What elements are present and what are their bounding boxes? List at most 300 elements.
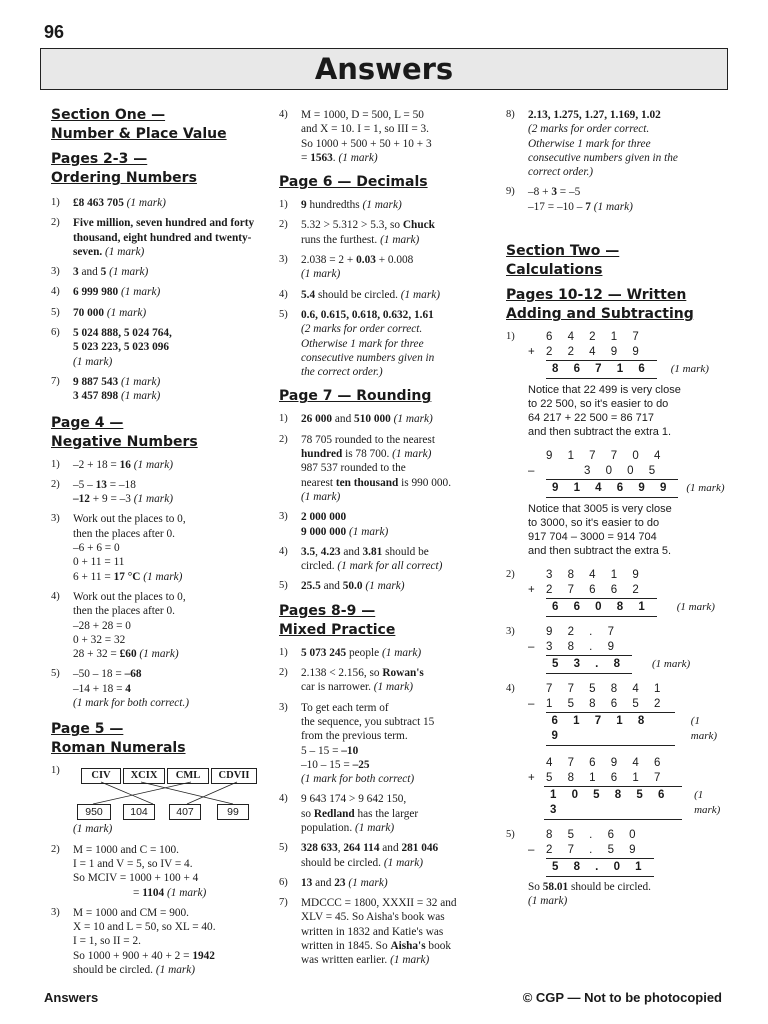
sum-row: 2 7 . 5 9 <box>546 844 642 857</box>
roman-matching-diagram <box>73 766 263 822</box>
answer-value: 1563 <box>310 151 333 164</box>
method-note <box>528 502 728 558</box>
note-line: and then subtract the extra 1. <box>528 426 672 439</box>
answer-item <box>506 568 728 617</box>
note-line: to 22 500, so it's easier to do <box>528 398 669 411</box>
mark-note: (1 mark for both correct.) <box>73 697 189 710</box>
answer-number: 3) <box>51 906 60 918</box>
answer-value: 5.4 <box>301 288 316 301</box>
answer-item <box>51 512 263 583</box>
answer-text: –14 + 18 = <box>73 682 126 695</box>
answer-text: and <box>320 580 343 593</box>
answer-text: + 9 = –3 <box>89 493 131 506</box>
answer-value: 6 999 980 <box>73 286 119 299</box>
answer-value: hundred <box>301 448 343 461</box>
page-title: Answers <box>314 52 454 86</box>
answer-item <box>279 288 491 302</box>
answer-value: –12 <box>73 493 90 506</box>
answer-item <box>51 375 263 404</box>
answer-number: 1) <box>279 646 288 658</box>
answer-text: 5.32 > 5.312 > 5.3, so <box>301 219 403 232</box>
mark-note: consecutive numbers given in the <box>528 151 678 164</box>
page-heading: Page 5 — <box>51 721 124 738</box>
mark-note: (1 mark) <box>133 458 173 471</box>
number-box: 950 <box>77 804 111 820</box>
mark-note: (1 mark) <box>167 886 207 899</box>
answer-value: 510 000 <box>354 413 391 426</box>
answer-item <box>51 843 263 900</box>
note-line: 917 704 – 3000 = 914 704 <box>528 531 657 544</box>
answer-text: XLV = 45. So Aisha's book was <box>301 911 445 924</box>
mark-note: (1 mark) <box>393 413 433 426</box>
answer-item <box>506 682 728 820</box>
answer-value: 17 °C <box>113 570 141 583</box>
answer-text: To get each term of <box>301 701 389 714</box>
answer-value: ten thousand <box>335 476 399 489</box>
answer-item <box>51 590 263 661</box>
answer-value: 264 114 <box>343 842 380 855</box>
answer-item <box>51 667 263 710</box>
answer-value: £60 <box>119 648 137 661</box>
sum-row: 7 7 5 8 4 1 <box>546 683 667 696</box>
page-heading: Ordering Numbers <box>51 170 197 186</box>
answer-text: 2.138 < 2.156, so <box>301 667 383 680</box>
answer-value: 25.5 <box>301 580 321 593</box>
answer-item <box>51 458 263 472</box>
answer-text: then the places after 0. <box>73 527 175 540</box>
answer-value: 4.23 <box>320 545 341 558</box>
answer-number: 3) <box>506 626 515 638</box>
answer-text: and <box>78 266 101 279</box>
answer-text: I = 1 and V = 5, so IV = 4. <box>73 857 193 870</box>
sum-row: 4 7 6 9 4 6 <box>546 757 667 770</box>
sum-row: 1 5 8 6 5 2 <box>546 698 667 711</box>
answer-value: 70 000 <box>73 306 105 319</box>
answer-text: = <box>301 151 311 164</box>
answer-value: 50.0 <box>342 580 363 593</box>
note-line: Notice that 3005 is very close <box>528 503 672 516</box>
answer-item <box>506 185 728 214</box>
answer-number: 1) <box>51 197 60 208</box>
answer-value: 16 <box>119 458 131 471</box>
answer-text: 9 643 174 > 9 642 150, <box>301 793 407 806</box>
answer-item <box>51 478 263 507</box>
answer-text: was written earlier. <box>301 954 388 967</box>
answer-text: So <box>528 881 543 894</box>
answer-value: Redland <box>313 807 355 820</box>
roman-box: CML <box>167 768 209 784</box>
answer-text: Work out the places to 0, <box>73 590 186 603</box>
mark-note: correct order.) <box>528 166 594 179</box>
answer-number: 4) <box>279 288 288 300</box>
page-number: 96 <box>44 22 65 42</box>
answer-value: 328 633 <box>301 842 338 855</box>
mark-note: the correct order.) <box>301 366 383 379</box>
answer-text: = –5 <box>556 186 581 199</box>
answer-number: 4) <box>51 286 60 298</box>
mark-note: (1 mark) <box>121 375 161 388</box>
answer-text: MDCCC = 1800, XXXII = 32 and <box>301 897 457 910</box>
answer-text: –17 = –10 – <box>528 200 586 213</box>
answer-text: car is narrower. <box>301 681 371 694</box>
page-heading: Page 4 — <box>51 414 124 431</box>
answer-item <box>279 579 491 593</box>
mark-note: (1 mark) <box>686 482 725 495</box>
answer-text: should be circled. <box>73 963 153 976</box>
copyright-notice: © CGP — Not to be photocopied <box>522 990 722 1005</box>
answer-item <box>279 218 491 247</box>
answer-number: 2) <box>51 217 60 229</box>
answer-text: So 1000 + 500 + 50 + 10 + 3 <box>301 137 432 150</box>
answer-text: circled. <box>301 560 335 573</box>
answer-value: 5 <box>100 266 107 279</box>
mark-note: (1 mark) <box>121 390 161 403</box>
answer-text: 78 705 rounded to the nearest <box>301 433 435 446</box>
answer-value: 5 024 888, 5 024 764, <box>73 327 172 340</box>
answer-number: 1) <box>51 458 60 470</box>
mark-note: (1 mark) <box>392 448 432 461</box>
answer-text: –28 + 28 = 0 <box>73 619 131 632</box>
mark-note: (1 mark) <box>380 233 420 246</box>
answer-number: 4) <box>51 590 60 602</box>
sum-row: 3 8 . 9 <box>546 641 620 654</box>
answer-item <box>279 841 491 870</box>
answer-value: 13 <box>95 478 107 491</box>
mark-note: (1 mark) <box>690 715 718 743</box>
page-heading: Pages 8-9 — <box>279 602 376 619</box>
answer-item <box>51 906 263 977</box>
page-heading: Page 6 — Decimals <box>279 174 428 191</box>
minus-sign: – <box>528 698 535 711</box>
page-heading: Adding and Subtracting <box>506 306 694 323</box>
answer-value: 9 887 543 <box>73 375 119 388</box>
mark-note: Otherwise 1 mark for three <box>301 337 424 350</box>
column-sum <box>528 330 728 379</box>
answer-item <box>506 625 728 674</box>
mark-note: (1 mark) <box>593 200 633 213</box>
answer-text: has the larger <box>354 807 419 820</box>
answer-text: so <box>301 807 314 820</box>
mark-note: (1 mark) <box>383 856 424 869</box>
answer-text: should be <box>382 545 429 558</box>
answer-text: and <box>332 413 355 426</box>
answer-text: is 78 700. <box>342 448 390 461</box>
answer-value: –68 <box>124 668 142 681</box>
answer-item <box>279 433 491 504</box>
answer-text: 28 + 32 = <box>73 648 120 661</box>
answer-value: 5 073 245 <box>301 646 347 659</box>
answer-text: –5 – <box>73 478 96 491</box>
answer-item <box>279 253 491 282</box>
mark-note: (1 mark) <box>133 493 173 506</box>
page-heading: Roman Numerals <box>51 740 186 757</box>
answer-number: 5) <box>279 308 288 320</box>
mark-note: (1 mark) <box>354 821 395 834</box>
answer-value: Rowan's <box>382 667 424 680</box>
mark-note: consecutive numbers given in <box>301 351 435 364</box>
answer-text: and <box>340 545 363 558</box>
plus-sign: + <box>528 772 535 785</box>
answer-text: population. <box>301 821 353 834</box>
sum-row: 2 7 6 6 2 <box>546 584 645 597</box>
answer-value: 3 457 898 <box>73 390 119 403</box>
answer-value: 1104 <box>142 886 165 899</box>
answer-item <box>279 896 491 967</box>
answer-text: nearest <box>301 476 336 489</box>
answer-text: written in 1832 and Katie's was <box>301 925 444 938</box>
answer-text: book <box>425 940 452 953</box>
answer-text: , <box>315 545 321 558</box>
answer-text: and X = 10. I = 1, so III = 3. <box>301 123 429 136</box>
footer-label: Answers <box>44 990 99 1005</box>
answer-item <box>279 646 491 660</box>
answer-value: 9 <box>301 199 307 212</box>
roman-box: CIV <box>81 768 121 784</box>
answer-value: 3.5 <box>301 545 316 558</box>
answer-value: 1942 <box>192 949 215 962</box>
mark-note: (1 mark) <box>373 681 413 694</box>
sum-answer: 9 1 4 6 9 9 <box>546 479 678 498</box>
answer-item <box>51 216 263 259</box>
section-heading: Number & Place Value <box>51 126 227 142</box>
answer-item <box>279 701 491 787</box>
answer-text: So 1000 + 900 + 40 + 2 = <box>73 949 193 962</box>
answer-number: 1) <box>51 765 60 777</box>
mark-note: (1 mark) <box>381 646 422 659</box>
section-heading: Calculations <box>506 262 603 279</box>
answer-value: –25 <box>352 758 370 771</box>
note-line: Notice that 22 499 is very close <box>528 384 681 397</box>
answer-text: M = 1000 and C = 100. <box>73 843 179 856</box>
answer-value: 58.01 <box>542 881 569 894</box>
page-heading: Pages 10-12 — Written <box>506 287 687 304</box>
answer-number: 3) <box>51 266 60 278</box>
mark-note: (2 marks for order correct. <box>301 323 423 336</box>
section-heading: Section Two — <box>506 243 620 260</box>
answer-item <box>506 449 728 558</box>
answer-item <box>506 108 728 179</box>
answer-text: people <box>346 646 380 659</box>
answer-number: 2) <box>279 667 288 679</box>
answer-text: –50 – 18 = <box>73 668 125 681</box>
answer-value: 2 000 000 <box>301 511 347 524</box>
answer-number: 8) <box>506 109 515 120</box>
answer-text: should be circled. <box>301 856 381 869</box>
answer-item <box>279 198 491 212</box>
roman-box: CDVII <box>211 768 257 784</box>
answer-item <box>279 876 491 890</box>
mark-note: (1 mark) <box>362 199 402 212</box>
answer-number: 2) <box>506 569 515 581</box>
section-heading: Section One — <box>51 107 166 123</box>
answer-number: 5) <box>506 829 515 841</box>
answer-value: –10 <box>341 744 359 757</box>
mark-note: (1 mark) <box>694 789 721 817</box>
answer-item <box>51 306 263 320</box>
answer-text: , <box>337 842 344 855</box>
answer-text: and <box>312 876 335 889</box>
answer-number: 2) <box>279 433 288 445</box>
sum-row: 5 8 1 6 1 7 <box>546 772 667 785</box>
answer-text: . <box>332 151 336 164</box>
mark-note: (1 mark) <box>155 963 196 976</box>
answer-number: 6) <box>51 327 60 339</box>
mark-note: (1 mark) <box>651 658 691 671</box>
number-box: 99 <box>217 804 249 820</box>
answer-text: should be circled. <box>568 881 652 894</box>
answer-value: 9 000 000 <box>301 525 347 538</box>
answer-text: + 0.008 <box>375 254 414 267</box>
answer-number: 5) <box>279 842 288 854</box>
mark-note: (1 mark) <box>528 895 568 908</box>
answer-value: Five million, seven hundred and forty thousand, eight hundred and twenty-seven. <box>73 217 255 258</box>
mark-note: (1 mark) <box>301 490 341 503</box>
mark-note: (1 mark for all correct) <box>337 560 443 573</box>
mark-note: (1 mark) <box>126 197 166 209</box>
column-sum <box>528 625 728 674</box>
answer-item <box>279 545 491 574</box>
note-line: 64 217 + 22 500 = 86 717 <box>528 412 655 425</box>
mark-note: (1 mark) <box>390 954 430 967</box>
answer-text: written in 1845. So <box>301 940 391 953</box>
number-box: 407 <box>169 804 201 820</box>
answer-number: 7) <box>51 375 60 387</box>
answer-item <box>51 285 263 299</box>
sum-answer: 8 6 7 1 6 <box>546 360 657 379</box>
answer-text: –10 – 15 = <box>301 758 353 771</box>
answer-number: 3) <box>279 701 288 713</box>
note-line: and then subtract the extra 5. <box>528 545 672 558</box>
answer-text: So MCIV = 1000 + 100 + 4 <box>73 872 199 885</box>
mark-note: (1 mark) <box>106 306 147 319</box>
column-sum <box>528 568 728 617</box>
answer-number: 2) <box>279 219 288 231</box>
answer-text: from the previous term. <box>301 730 408 743</box>
answer-text: 0 + 11 = 11 <box>73 556 125 569</box>
column-sum <box>528 828 728 877</box>
answer-text: Work out the places to 0, <box>73 513 186 526</box>
answer-text: runs the furthest. <box>301 233 378 246</box>
sum-answer: 6 6 0 8 1 <box>546 598 657 617</box>
answer-value: 26 000 <box>301 413 333 426</box>
title-banner <box>40 48 728 90</box>
number-box: 104 <box>123 804 155 820</box>
plus-sign: + <box>528 584 535 597</box>
answer-text: 2.038 = 2 + <box>301 254 357 267</box>
sum-answer: 6 1 7 1 8 9 <box>546 712 675 746</box>
answer-number: 1) <box>279 413 288 425</box>
mark-note: (1 mark for both correct) <box>301 773 415 786</box>
sum-row: 9 1 7 7 0 4 <box>546 450 667 463</box>
answer-number: 2) <box>51 843 60 855</box>
roman-box: XCIX <box>123 768 165 784</box>
answer-text: then the places after 0. <box>73 605 175 618</box>
mark-note: (1 mark) <box>676 601 715 614</box>
sum-answer: 1 0 5 8 5 6 3 <box>544 786 682 820</box>
mark-note: (1 mark) <box>121 286 161 299</box>
mark-note: (1 mark) <box>338 151 378 164</box>
answer-number: 2) <box>51 478 60 490</box>
answer-value: 13 <box>301 876 313 889</box>
answer-text: M = 1000 and CM = 900. <box>73 906 189 919</box>
answer-number: 6) <box>279 876 288 888</box>
answer-text: the sequence, you subtract 15 <box>301 715 435 728</box>
answer-number: 3) <box>279 511 288 523</box>
answer-item <box>279 412 491 426</box>
answer-value: 3 <box>551 186 557 199</box>
method-note <box>528 383 728 439</box>
answer-text: = <box>133 886 143 899</box>
mark-note: (1 mark) <box>109 266 149 279</box>
answer-number: 4) <box>279 793 288 805</box>
answer-number: 5) <box>51 668 60 680</box>
mark-note: (1 mark) <box>143 570 183 583</box>
mark-note: (1 mark) <box>301 268 341 281</box>
column-2 <box>279 106 491 968</box>
answer-item <box>51 764 263 836</box>
answer-value: 2.13, 1.275, 1.27, 1.169, 1.02 <box>528 109 661 121</box>
answer-number: 4) <box>506 683 515 695</box>
answer-number: 5) <box>51 306 60 318</box>
answer-number: 3) <box>51 513 60 525</box>
answer-number: 4) <box>279 109 288 120</box>
answer-text: –8 + <box>528 186 552 199</box>
answer-value: Aisha's <box>390 940 426 953</box>
answer-number: 3) <box>279 254 288 266</box>
answer-item <box>506 828 728 909</box>
sum-row: 6 4 2 1 7 <box>546 331 645 344</box>
answer-text: should be circled. <box>315 288 398 301</box>
mark-note: (1 mark) <box>349 525 389 538</box>
answer-item <box>279 108 491 165</box>
answer-text: 6 + 11 = <box>73 570 114 583</box>
mark-note: (1 mark) <box>73 823 113 836</box>
sum-answer: 5 3 . 8 <box>546 655 632 674</box>
answer-item <box>279 308 491 379</box>
mark-note: (2 marks for order correct. <box>528 123 650 136</box>
answer-number: 5) <box>279 580 288 592</box>
answer-text: = –18 <box>106 478 136 491</box>
minus-sign: – <box>528 641 535 654</box>
answer-item <box>506 330 728 439</box>
answer-item <box>51 265 263 279</box>
answer-text: –6 + 6 = 0 <box>73 542 120 555</box>
sum-row: 9 2 . 7 <box>546 626 620 639</box>
column-1 <box>51 106 263 977</box>
answer-text: –2 + 18 = <box>73 458 120 471</box>
answer-item <box>51 326 263 369</box>
plus-sign: + <box>528 346 535 359</box>
mark-note: (1 mark) <box>139 648 179 661</box>
answer-value: 0.6, 0.615, 0.618, 0.632, 1.61 <box>301 308 434 321</box>
answer-value: 281 046 <box>401 842 439 855</box>
sum-row: 3 0 0 5 <box>584 465 662 478</box>
page-heading: Mixed Practice <box>279 621 396 638</box>
column-sum <box>528 682 728 746</box>
answer-number: 1) <box>279 199 288 211</box>
sum-answer: 5 8 . 0 1 <box>546 858 654 877</box>
mark-note: (1 mark) <box>73 355 113 368</box>
mark-note: (1 mark) <box>670 363 709 376</box>
answer-value: 0.03 <box>356 254 376 267</box>
page-heading: Negative Numbers <box>51 433 198 450</box>
note-line: to 3000, so it's easier to do <box>528 517 660 530</box>
answer-text: 0 + 32 = 32 <box>73 633 126 646</box>
answer-text: M = 1000, D = 500, L = 50 <box>301 109 424 121</box>
answer-value: 23 <box>334 876 346 889</box>
answer-item <box>279 666 491 695</box>
sum-row: 3 8 4 1 9 <box>546 569 645 582</box>
